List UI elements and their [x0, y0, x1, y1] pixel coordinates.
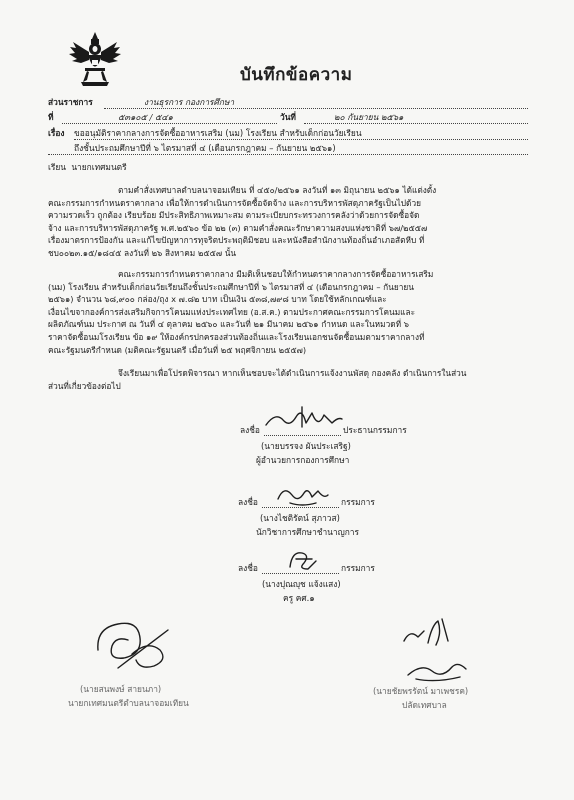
- clerk-name: (นายชัยพรรัตน์ มาเพชรค): [373, 686, 469, 696]
- para1-line: คณะกรรมการกำหนดราคากลาง เพื่อให้การดำเนินการจัดซื้อจัดจ้าง และการบริหารพัสดุภาครัฐเป็นไปด้วย: [48, 197, 421, 208]
- ref-value-line: [62, 112, 277, 124]
- para3-line: จึงเรียนมาเพื่อโปรดพิจารณา หากเห็นชอบจะได้ดำเนินการแจ้งงานพัสดุ กองคลัง ดำเนินการในส่วน: [118, 368, 467, 378]
- subject-text-1: ขออนุมัติราคากลางการจัดซื้ออาหารเสริม (นม) โรงเรียน สำหรับเด็กก่อนวัยเรียน: [74, 128, 362, 138]
- s3-name: (นางปุณญุช แจ้งแสง): [262, 579, 341, 589]
- para3-line: ส่วนที่เกี่ยวข้องต่อไป: [48, 380, 121, 391]
- subject-line-1: [74, 128, 528, 140]
- mayor-name: (นายสนพงษ์ สายนภา): [80, 684, 162, 694]
- para1-line: เรื่องมาตรการป้องกัน และแก้ไขปัญหาการทุจริตประพฤติมิชอบ และหนังสือสำนักงานท้องถิ่นอำเภอสัตหีบ ที่: [48, 235, 425, 246]
- signature-2-icon: [272, 481, 332, 509]
- para2-line: ๒๕๖๑) จำนวน ๖๘,๙๐๐ กล่อง/ถุง x ๗.๘๒ บาท เป็นเงิน ๕๓๘,๗๙๘ บาท โดยใช้หลักเกณฑ์และ: [48, 294, 387, 305]
- clerk-signature-icon: [402, 655, 472, 685]
- s3-role: กรรมการ: [341, 563, 375, 573]
- body-paragraph-2: [48, 268, 433, 356]
- para1-line: ตามคำสั่งเทศบาลตำบลนาจอมเทียน ที่ ๔๕๐/๒๕๖๑ ลงวันที่ ๑๓ มิถุนายน ๒๕๖๑ ได้แต่งตั้ง: [118, 185, 437, 195]
- dept-value: งานธุรการ กองการศึกษา: [144, 97, 235, 107]
- para1-line: จ้าง และการบริหารพัสดุภาครัฐ พ.ศ.๒๕๖๐ ข้อ ๒๒ (๓) ตามคำสั่งคณะรักษาความสงบแห่งชาติที่ ๖๗/๒๕๕๗: [48, 222, 428, 233]
- ref-value: ๕๓๑๐๕ / ๕๔๑: [118, 112, 173, 122]
- sign-word-2: ลงชื่อ: [238, 497, 258, 507]
- to-line: [48, 162, 127, 173]
- to-value: นายกเทศมนตรี: [71, 162, 127, 172]
- initial-mark-icon: [398, 615, 454, 651]
- para2-line: เงื่อนไขจากองค์การส่งเสริมกิจการโคนมแห่งประเทศไทย (อ.ส.ค.) ตามประกาศคณะกรรมการโคนมและ: [48, 306, 416, 317]
- para1-line: ชบ๐๐๒๓.๑๕/๑๘๔๕ ลงวันที่ ๒๖ สิงหาคม ๒๕๕๗ นั้น: [48, 247, 237, 258]
- body-paragraph-3: [48, 367, 466, 392]
- s1-name: (นายบรรจง ผันประเสริฐ): [261, 441, 351, 451]
- signature-1-icon: [262, 403, 346, 433]
- dept-label: ส่วนราชการ: [48, 97, 93, 107]
- s3-title: ครู คศ.๑: [283, 593, 315, 603]
- date-label: วันที่: [280, 112, 296, 122]
- mayor-signature-icon: [88, 610, 178, 676]
- ref-label: ที่: [48, 112, 54, 122]
- sign-word-1: ลงชื่อ: [240, 425, 260, 435]
- s2-title: นักวิชาการศึกษาชำนาญการ: [256, 527, 359, 537]
- body-paragraph-1: [48, 184, 436, 260]
- para1-line: ความรวดเร็ว ถูกต้อง เรียบร้อย มีประสิทธิภาพเหมาะสม ตามระเบียบกระทรวงการคลังว่าด้วยการจัดซื้อจัด: [48, 210, 420, 221]
- sign-word-3: ลงชื่อ: [238, 563, 258, 573]
- clerk-title: ปลัดเทศบาล: [402, 700, 447, 710]
- dept-value-line: [104, 97, 528, 109]
- garuda-emblem-icon: [67, 30, 123, 90]
- para2-line: คณะกรรมการกำหนดราคากลาง มีมติเห็นชอบให้กำหนดราคากลางการจัดซื้ออาหารเสริม: [118, 269, 434, 279]
- subject-label: เรื่อง: [48, 128, 65, 138]
- date-value-line: [304, 112, 528, 124]
- subject-line-2: [48, 143, 528, 155]
- mayor-title: นายกเทศมนตรีตำบลนาจอมเทียน: [68, 698, 189, 708]
- para2-line: คณะรัฐมนตรีกำหนด (มติคณะรัฐมนตรี เมื่อวันที่ ๒๕ พฤศจิกายน ๒๕๕๗): [48, 344, 307, 355]
- para2-line: (นม) โรงเรียน สำหรับเด็กก่อนวัยเรียนถึงชั้นประถมศึกษาปีที่ ๖ ไตรมาสที่ ๔ (เดือนกรกฎาคม – กันยายน: [48, 281, 414, 292]
- para2-line: ผลิตภัณฑ์นม ประกาศ ณ วันที่ ๔ ตุลาคม ๒๕๖๐ และวันที่ ๒๑ มีนาคม ๒๕๖๑ กำหนด และในหมวดที่ ๖: [48, 319, 410, 330]
- s2-name: (นางไชติรัตน์ สุภาวส): [260, 513, 340, 523]
- s1-role: ประธานกรรมการ: [343, 425, 407, 435]
- s2-role: กรรมการ: [341, 497, 375, 507]
- para2-line: ราคาจัดซื้อนมโรงเรียน ข้อ ๑๙ ให้องค์กรปกครองส่วนท้องถิ่นและโรงเรียนเอกชนจัดซื้อนมตามราคากลางที่: [48, 331, 425, 342]
- date-value: ๒๐ กันยายน ๒๕๖๑: [334, 112, 404, 122]
- memo-title: บันทึกข้อความ: [240, 65, 353, 85]
- subject-text-2: ถึงชั้นประถมศึกษาปีที่ ๖ ไตรมาสที่ ๔ (เดือนกรกฎาคม – กันยายน ๒๕๖๑): [74, 143, 336, 153]
- signature-3-icon: [282, 545, 322, 575]
- s1-title: ผู้อำนวยการกองการศึกษา: [256, 455, 350, 465]
- to-label: เรียน: [48, 162, 66, 172]
